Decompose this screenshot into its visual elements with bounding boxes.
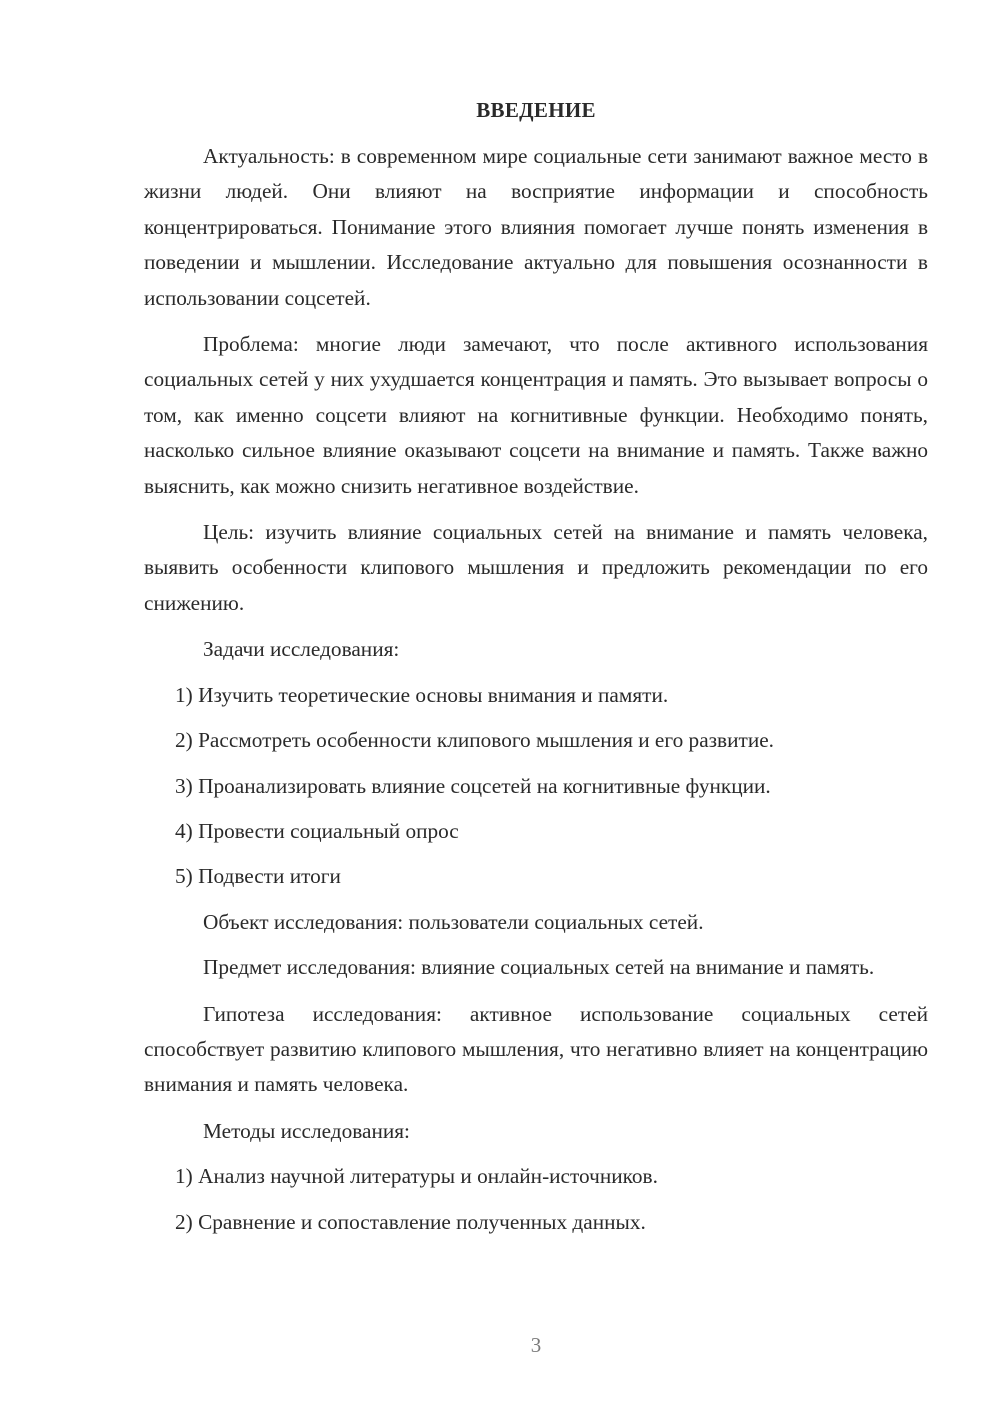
goal-paragraph: Цель: изучить влияние социальных сетей на внимание и память человека, выявить особенности клипового мышления и предложить рекомендации по его снижению. bbox=[144, 520, 928, 615]
relevance-paragraph: Актуальность: в современном мире социальные сети занимают важное место в жизни людей. Они влияют на восприятие информации и способность концентрироваться. Понимание этого влияния помогает лучше понять изменения в поведении и мышлении. Исследование актуально для повышения осознанности в использовании соцсетей. bbox=[144, 144, 928, 310]
tasks-heading: Задачи исследования: bbox=[203, 637, 400, 662]
methods-heading: Методы исследования: bbox=[203, 1118, 410, 1143]
tasks-list bbox=[144, 678, 928, 895]
list-item: 3) Проанализировать влияние соцсетей на когнитивные функции. bbox=[175, 773, 771, 798]
page-number: 3 bbox=[530, 1333, 542, 1357]
list-item: 2) Сравнение и сопоставление полученных данных. bbox=[175, 1209, 646, 1234]
methods-list bbox=[144, 1159, 928, 1240]
section-title: ВВЕДЕНИЕ bbox=[476, 98, 596, 122]
list-item: 5) Подвести итоги bbox=[175, 864, 341, 889]
hypothesis-paragraph: Гипотеза исследования: активное использование социальных сетей способствует развитию клипового мышления, что негативно влияет на концентрацию внимания и память человека. bbox=[144, 1001, 928, 1097]
list-item: 4) Провести социальный опрос bbox=[175, 818, 459, 843]
list-item: 1) Анализ научной литературы и онлайн-источников. bbox=[175, 1164, 658, 1189]
document-page bbox=[144, 95, 928, 1250]
list-item: 2) Рассмотреть особенности клипового мышления и его развитие. bbox=[175, 728, 774, 753]
object-paragraph: Объект исследования: пользователи социальных сетей. bbox=[203, 909, 704, 934]
problem-paragraph: Проблема: многие люди замечают, что после активного использования социальных сетей у них ухудшается концентрация и память. Это вызывает вопросы о том, как именно соцсети влияют на когнитивные функции. Необходимо понять, насколько сильное влияние оказывают соцсети на внимание и память. Также важно выяснить, как можно снизить негативное воздействие. bbox=[144, 332, 928, 498]
list-item: 1) Изучить теоретические основы внимания и памяти. bbox=[175, 682, 669, 707]
subject-paragraph: Предмет исследования: влияние социальных сетей на внимание и память. bbox=[203, 955, 875, 980]
